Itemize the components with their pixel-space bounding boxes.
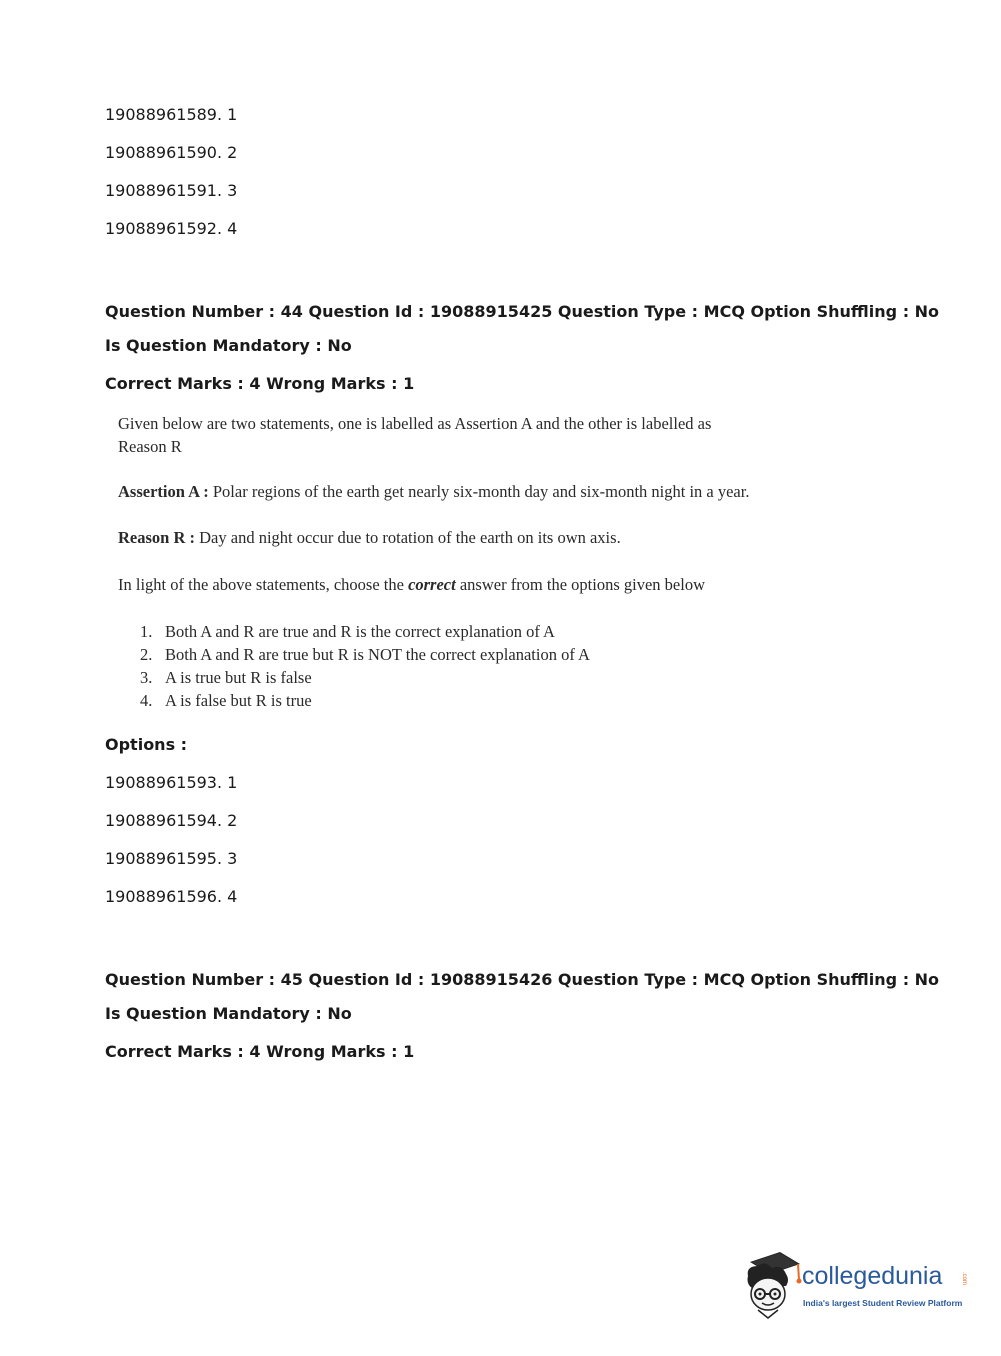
q44-option-2: 19088961594. 2 — [105, 811, 238, 830]
q44-choice-3: 3. A is true but R is false — [140, 668, 312, 687]
q44-intro: Given below are two statements, one is labelled as Assertion A and the other is labelled as Reason R — [118, 414, 712, 456]
q44-reason-label: Reason R : — [118, 528, 195, 547]
q44-instruction-pre: In light of the above statements, choose the — [118, 575, 404, 594]
q44-choice-4: 4. A is false but R is true — [140, 691, 312, 710]
student-mascot-icon — [742, 1250, 802, 1320]
q44-choice-list — [140, 620, 590, 712]
q44-choice-2: 2. Both A and R are true but R is NOT the correct explanation of A — [140, 645, 590, 664]
prev-option-4: 19088961592. 4 — [105, 219, 238, 238]
q44-instruction-post: answer from the options given below — [459, 575, 705, 594]
collegedunia-logo — [742, 1250, 972, 1320]
q44-mandatory: Is Question Mandatory : No — [105, 336, 352, 355]
q44-question-image — [118, 412, 718, 458]
q44-reason — [118, 528, 621, 548]
q44-option-4: 19088961596. 4 — [105, 887, 238, 906]
q44-options-label: Options : — [105, 735, 188, 754]
q44-reason-text: Day and night occur due to rotation of the earth on its own axis. — [199, 528, 621, 547]
q45-header: Question Number : 45 Question Id : 19088915426 Question Type : MCQ Option Shuffling : No — [105, 970, 940, 989]
logo-domain-suffix: .com — [961, 1272, 967, 1286]
prev-option-2: 19088961590. 2 — [105, 143, 238, 162]
q45-mandatory: Is Question Mandatory : No — [105, 1004, 352, 1023]
q44-instruction-emphasis: correct — [408, 575, 456, 594]
logo-tagline: India's largest Student Review Platform — [803, 1298, 963, 1308]
q44-assertion-label: Assertion A : — [118, 482, 209, 501]
q44-choice-1: 1. Both A and R are true and R is the correct explanation of A — [140, 622, 555, 641]
q44-instruction — [118, 575, 705, 595]
q44-option-1: 19088961593. 1 — [105, 773, 238, 792]
q44-option-3: 19088961595. 3 — [105, 849, 238, 868]
q44-assertion — [118, 482, 749, 502]
prev-option-3: 19088961591. 3 — [105, 181, 238, 200]
q44-header: Question Number : 44 Question Id : 19088915425 Question Type : MCQ Option Shuffling : No — [105, 302, 940, 321]
q44-assertion-text: Polar regions of the earth get nearly six-month day and six-month night in a year. — [212, 482, 750, 501]
prev-option-1: 19088961589. 1 — [105, 105, 238, 124]
q44-marks: Correct Marks : 4 Wrong Marks : 1 — [105, 374, 415, 393]
q45-marks: Correct Marks : 4 Wrong Marks : 1 — [105, 1042, 415, 1061]
logo-wordmark: collegedunia — [802, 1262, 943, 1290]
